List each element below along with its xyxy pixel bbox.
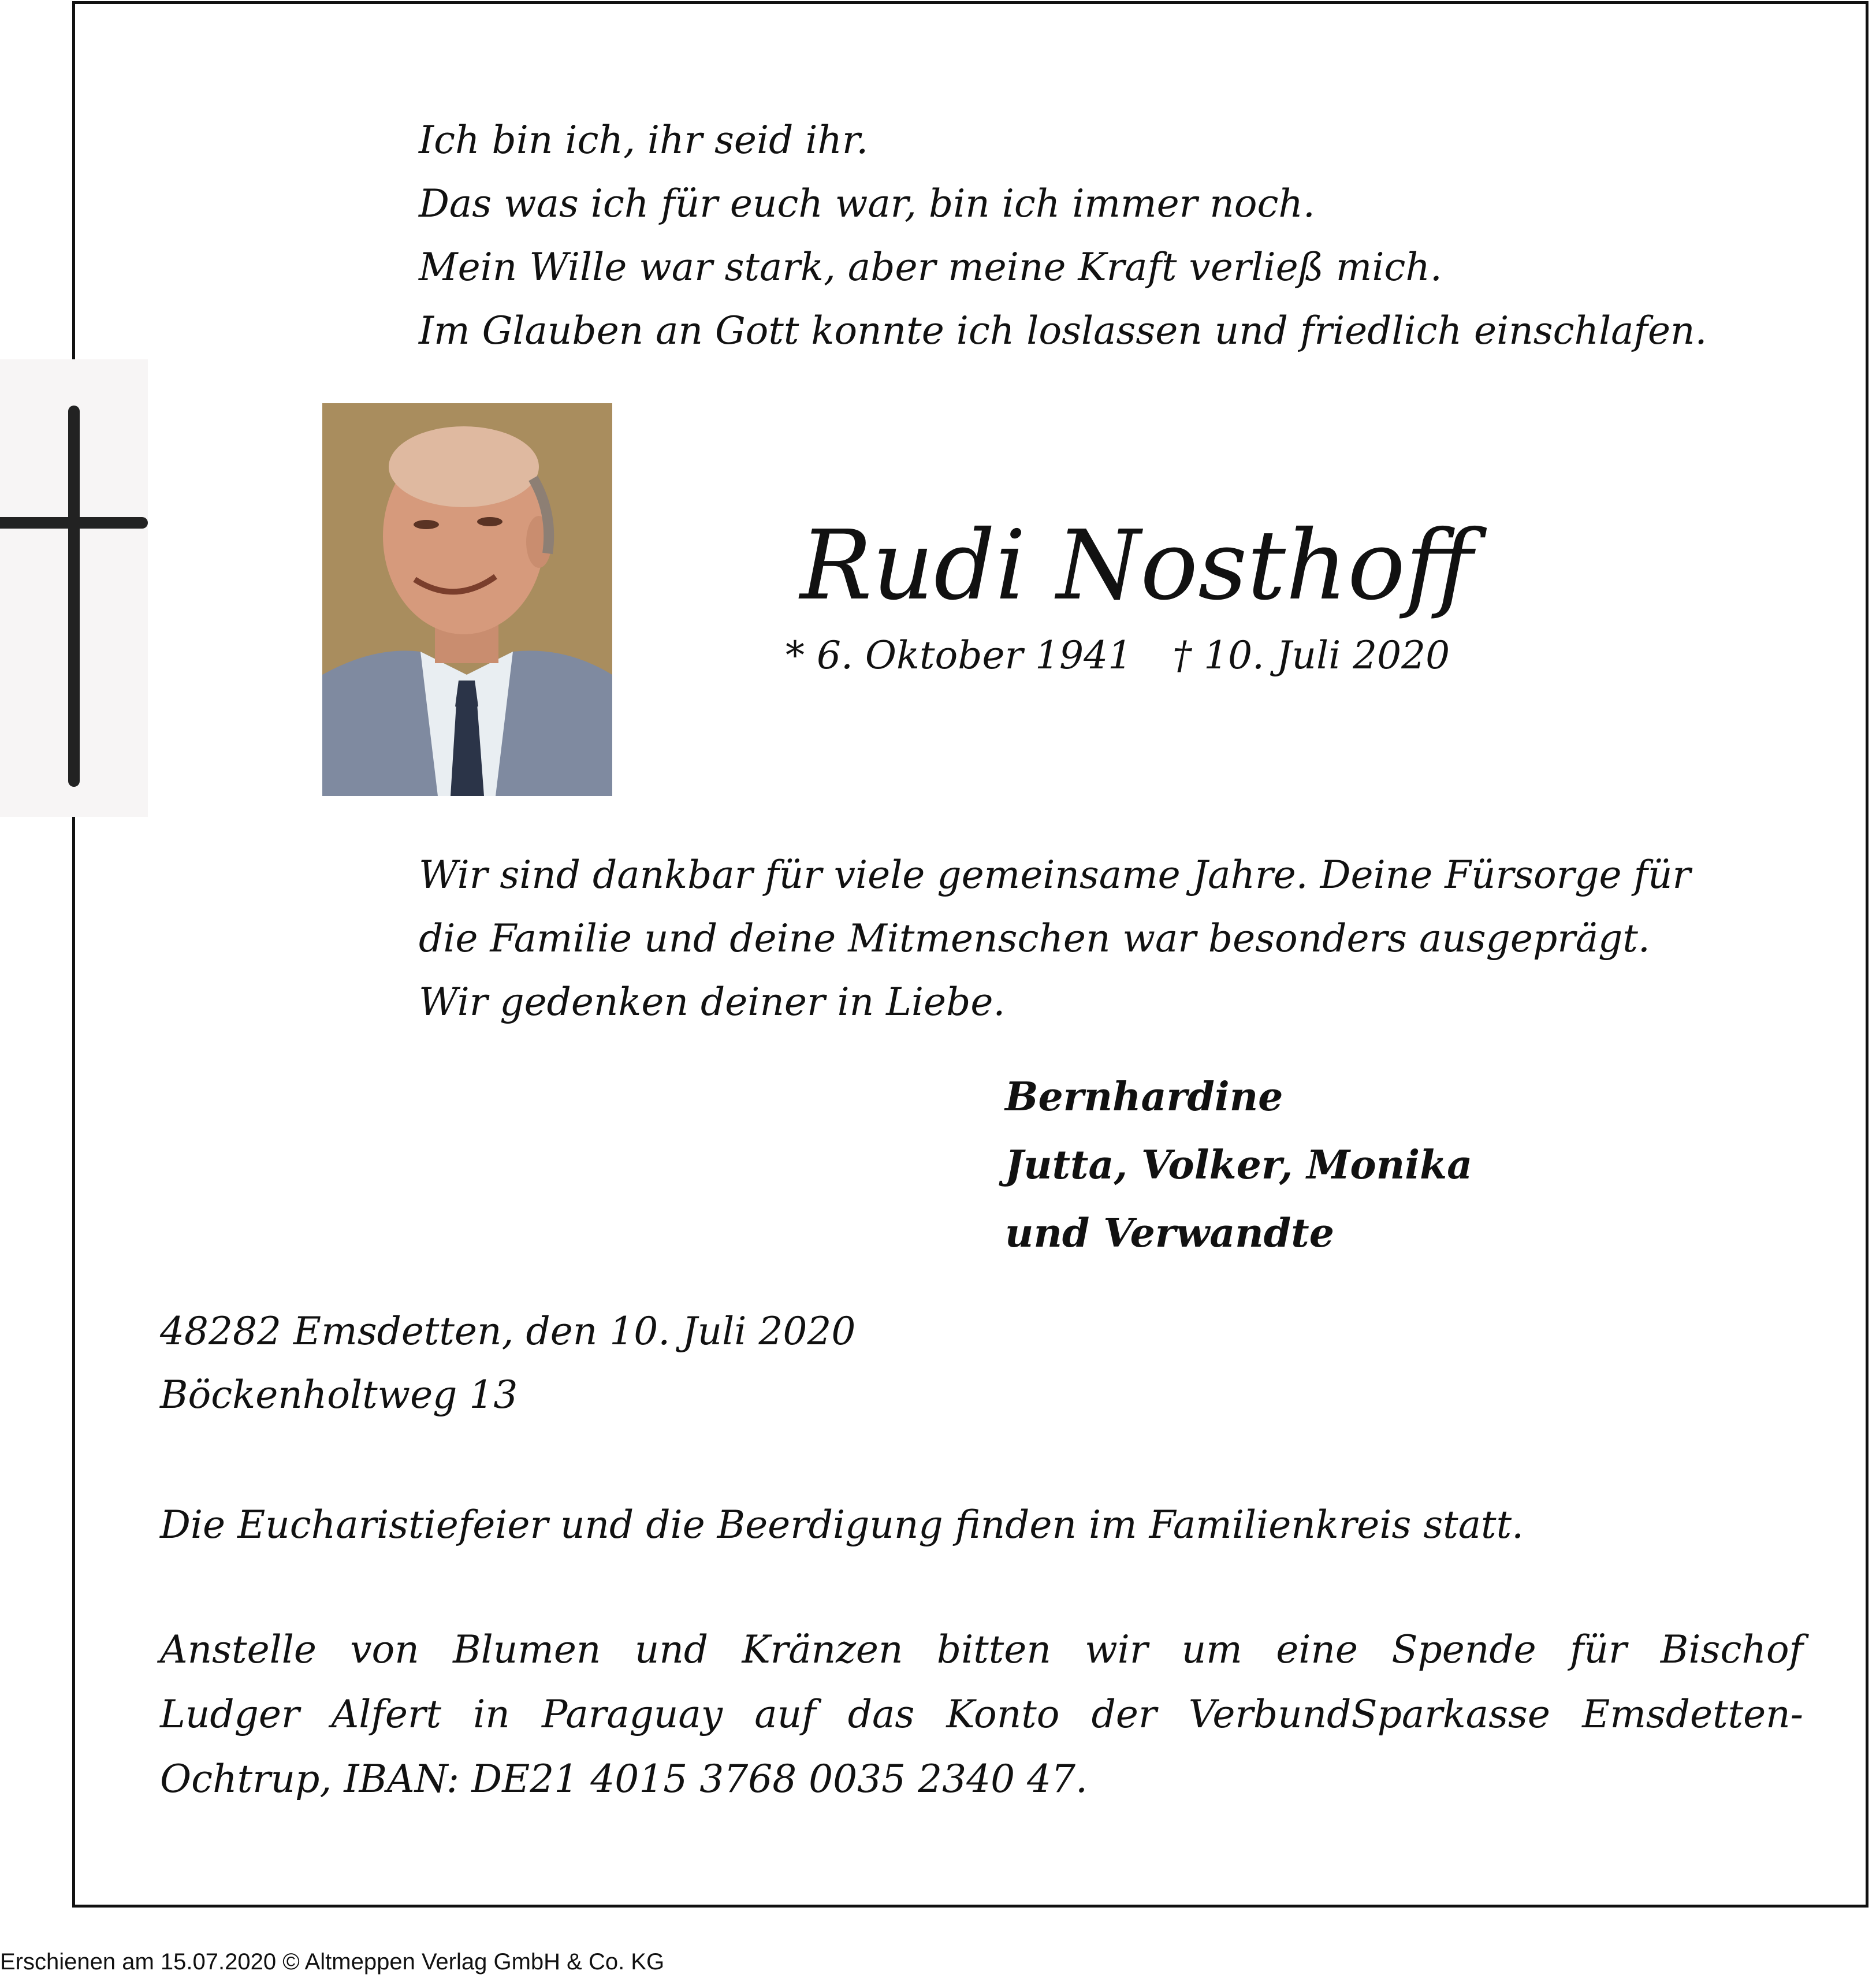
cross-icon — [68, 406, 80, 787]
family-line: und Verwandte — [1005, 1210, 1334, 1256]
cross-icon-bar — [0, 517, 148, 529]
deceased-name: Rudi Nosthoff — [800, 510, 1473, 622]
poem-line: Mein Wille war stark, aber meine Kraft verließ mich. — [419, 245, 1442, 289]
thanks-line: Wir gedenken deiner in Liebe. — [419, 980, 1006, 1024]
address-block — [160, 1300, 855, 1427]
family-signature — [1005, 1063, 1472, 1267]
donation-note — [160, 1618, 1803, 1812]
ceremony-note: Die Eucharistiefeier und die Beerdigung finden im Familienkreis statt. — [160, 1503, 1524, 1547]
donation-line: Anstelle von Blumen und Kränzen bitten wir um eine Spende für Bischof — [160, 1627, 1803, 1672]
address-line: Böckenholtweg 13 — [160, 1373, 518, 1417]
poem-line: Das was ich für euch war, bin ich immer noch. — [419, 181, 1315, 226]
life-dates — [786, 630, 1450, 682]
family-line: Bernhardine — [1005, 1074, 1283, 1120]
family-line: Jutta, Volker, Monika — [1005, 1142, 1473, 1188]
poem-line: Ich bin ich, ihr seid ihr. — [419, 118, 869, 162]
publication-footer: Erschienen am 15.07.2020 © Altmeppen Verlag GmbH & Co. KG — [0, 1949, 665, 1975]
thanks-line: die Familie und deine Mitmenschen war besonders ausgeprägt. — [419, 916, 1650, 961]
donation-line: Ludger Alfert in Paraguay auf das Konto der VerbundSparkasse Emsdetten- — [160, 1692, 1803, 1737]
poem-block — [419, 109, 1707, 363]
poem-line: Im Glauben an Gott konnte ich loslassen und friedlich einschlafen. — [419, 308, 1707, 353]
thanks-block — [419, 843, 1691, 1034]
donation-line: Ochtrup, IBAN: DE21 4015 3768 0035 2340 47. — [160, 1757, 1088, 1801]
portrait-photo — [322, 403, 612, 796]
death-date: † 10. Juli 2020 — [1172, 633, 1450, 678]
address-line: 48282 Emsdetten, den 10. Juli 2020 — [160, 1309, 856, 1354]
cross-panel — [0, 359, 148, 817]
birth-date: * 6. Oktober 1941 — [786, 633, 1133, 678]
thanks-line: Wir sind dankbar für viele gemeinsame Jahre. Deine Fürsorge für — [419, 853, 1691, 897]
